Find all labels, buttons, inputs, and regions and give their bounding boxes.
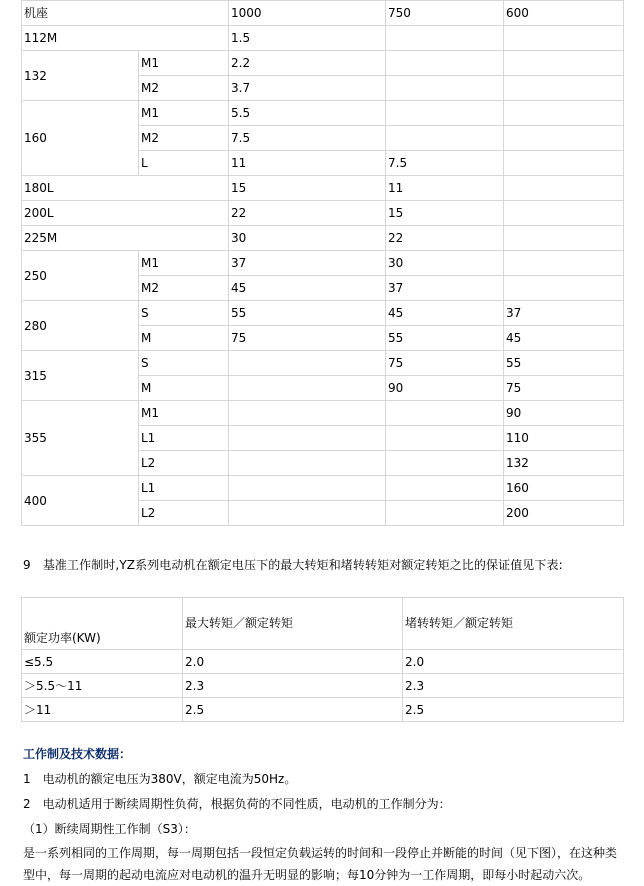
sub-cell: L	[139, 151, 229, 176]
table-row	[22, 650, 624, 674]
section-title: 工作制及技术数据：	[23, 747, 132, 761]
power-table	[21, 0, 624, 526]
value-cell: 30	[229, 226, 386, 251]
frame-cell: 250	[22, 251, 139, 301]
table-row	[22, 476, 624, 501]
frame-cell: 280	[22, 301, 139, 351]
value-cell: 55	[504, 351, 624, 376]
value-cell: 75	[504, 376, 624, 401]
value-cell: 22	[386, 226, 504, 251]
value-cell	[386, 501, 504, 526]
value-cell: 1.5	[229, 26, 386, 51]
header-rated-power: 额定功率(KW)	[22, 598, 183, 650]
sub-cell: S	[139, 351, 229, 376]
sub-cell: L1	[139, 426, 229, 451]
value-cell	[504, 51, 624, 76]
table-row	[22, 351, 624, 376]
value-cell	[504, 251, 624, 276]
table-row	[22, 201, 624, 226]
value-cell	[229, 351, 386, 376]
value-cell	[386, 451, 504, 476]
table-row	[22, 51, 624, 76]
value-cell	[504, 101, 624, 126]
value-cell: 2.5	[183, 698, 403, 722]
sub-cell: M2	[139, 126, 229, 151]
value-cell: 30	[386, 251, 504, 276]
table-row	[22, 226, 624, 251]
frame-cell: 200L	[22, 201, 229, 226]
value-cell: 45	[386, 301, 504, 326]
value-cell	[504, 76, 624, 101]
value-cell	[504, 176, 624, 201]
paragraph-duty-types: 2 电动机适用于断续周期性负荷，根据负荷的不同性质，电动机的工作制分为：	[23, 797, 451, 811]
value-cell	[504, 26, 624, 51]
value-cell: 15	[229, 176, 386, 201]
value-cell: 160	[504, 476, 624, 501]
value-cell: 11	[229, 151, 386, 176]
header-1000: 1000	[229, 1, 386, 26]
table-header-row	[22, 1, 624, 26]
value-cell: 90	[504, 401, 624, 426]
value-cell: 37	[229, 251, 386, 276]
value-cell	[229, 451, 386, 476]
frame-cell: 355	[22, 401, 139, 476]
table-row	[22, 101, 624, 126]
value-cell	[386, 51, 504, 76]
table-row	[22, 674, 624, 698]
value-cell: 200	[504, 501, 624, 526]
paragraph-s3-heading: （1）断续周期性工作制（S3）：	[23, 822, 196, 836]
value-cell	[229, 426, 386, 451]
sub-cell: M1	[139, 401, 229, 426]
power-cell: ＞11	[22, 698, 183, 722]
table-row	[22, 176, 624, 201]
sub-cell: M	[139, 326, 229, 351]
paragraph-voltage: 1 电动机的额定电压为380V，额定电流为50Hz。	[23, 772, 297, 786]
frame-cell: 225M	[22, 226, 229, 251]
value-cell: 11	[386, 176, 504, 201]
sub-cell: M	[139, 376, 229, 401]
frame-cell: 132	[22, 51, 139, 101]
value-cell: 90	[386, 376, 504, 401]
value-cell: 2.2	[229, 51, 386, 76]
value-cell	[229, 376, 386, 401]
frame-cell: 400	[22, 476, 139, 526]
table-row	[22, 401, 624, 426]
frame-cell: 315	[22, 351, 139, 401]
value-cell: 75	[229, 326, 386, 351]
value-cell: 55	[229, 301, 386, 326]
header-max-torque: 最大转矩／额定转矩	[183, 598, 403, 650]
value-cell: 110	[504, 426, 624, 451]
sub-cell: L2	[139, 501, 229, 526]
value-cell: 55	[386, 326, 504, 351]
header-600: 600	[504, 1, 624, 26]
value-cell: 7.5	[386, 151, 504, 176]
value-cell	[386, 126, 504, 151]
sub-cell: M1	[139, 51, 229, 76]
table-row	[22, 698, 624, 722]
value-cell: 3.7	[229, 76, 386, 101]
value-cell: 2.3	[403, 674, 624, 698]
table-row	[22, 251, 624, 276]
value-cell	[504, 201, 624, 226]
value-cell: 45	[504, 326, 624, 351]
value-cell: 75	[386, 351, 504, 376]
table-row	[22, 26, 624, 51]
sub-cell: M1	[139, 101, 229, 126]
torque-table	[21, 597, 624, 722]
value-cell: 45	[229, 276, 386, 301]
paragraph-s3-description: 是一系列相同的工作周期，每一周期包括一段恒定负载运转的时间和一段停止并断能的时间（见下图），在这种类型中，每一周期的起动电流应对电动机的温升无明显的影响；每10分钟为一工作周期，即每小时起动六次。	[23, 846, 618, 882]
value-cell: 37	[504, 301, 624, 326]
power-cell: ≤5.5	[22, 650, 183, 674]
value-cell	[386, 101, 504, 126]
frame-cell: 180L	[22, 176, 229, 201]
value-cell: 5.5	[229, 101, 386, 126]
value-cell	[229, 476, 386, 501]
sub-cell: S	[139, 301, 229, 326]
value-cell: 2.0	[183, 650, 403, 674]
sub-cell: M2	[139, 276, 229, 301]
header-locked-torque: 堵转转矩／额定转矩	[403, 598, 624, 650]
sub-cell: M2	[139, 76, 229, 101]
note-paragraph: 9 基准工作制时,YZ系列电动机在额定电压下的最大转矩和堵转转矩对额定转矩之比的保证值见下表:	[23, 558, 563, 572]
header-frame: 机座	[22, 1, 229, 26]
table-header-row	[22, 598, 624, 650]
value-cell: 15	[386, 201, 504, 226]
value-cell: 2.5	[403, 698, 624, 722]
table-row	[22, 301, 624, 326]
frame-cell: 160	[22, 101, 139, 176]
sub-cell: M1	[139, 251, 229, 276]
value-cell	[229, 401, 386, 426]
value-cell: 132	[504, 451, 624, 476]
value-cell: 2.3	[183, 674, 403, 698]
value-cell	[504, 126, 624, 151]
value-cell	[386, 426, 504, 451]
header-750: 750	[386, 1, 504, 26]
power-cell: ＞5.5～11	[22, 674, 183, 698]
value-cell: 22	[229, 201, 386, 226]
sub-cell: L2	[139, 451, 229, 476]
value-cell	[386, 476, 504, 501]
value-cell	[504, 276, 624, 301]
frame-cell: 112M	[22, 26, 229, 51]
value-cell: 37	[386, 276, 504, 301]
value-cell	[386, 76, 504, 101]
value-cell	[386, 401, 504, 426]
value-cell	[229, 501, 386, 526]
value-cell: 2.0	[403, 650, 624, 674]
value-cell: 7.5	[229, 126, 386, 151]
value-cell	[504, 226, 624, 251]
value-cell	[386, 26, 504, 51]
value-cell	[504, 151, 624, 176]
sub-cell: L1	[139, 476, 229, 501]
